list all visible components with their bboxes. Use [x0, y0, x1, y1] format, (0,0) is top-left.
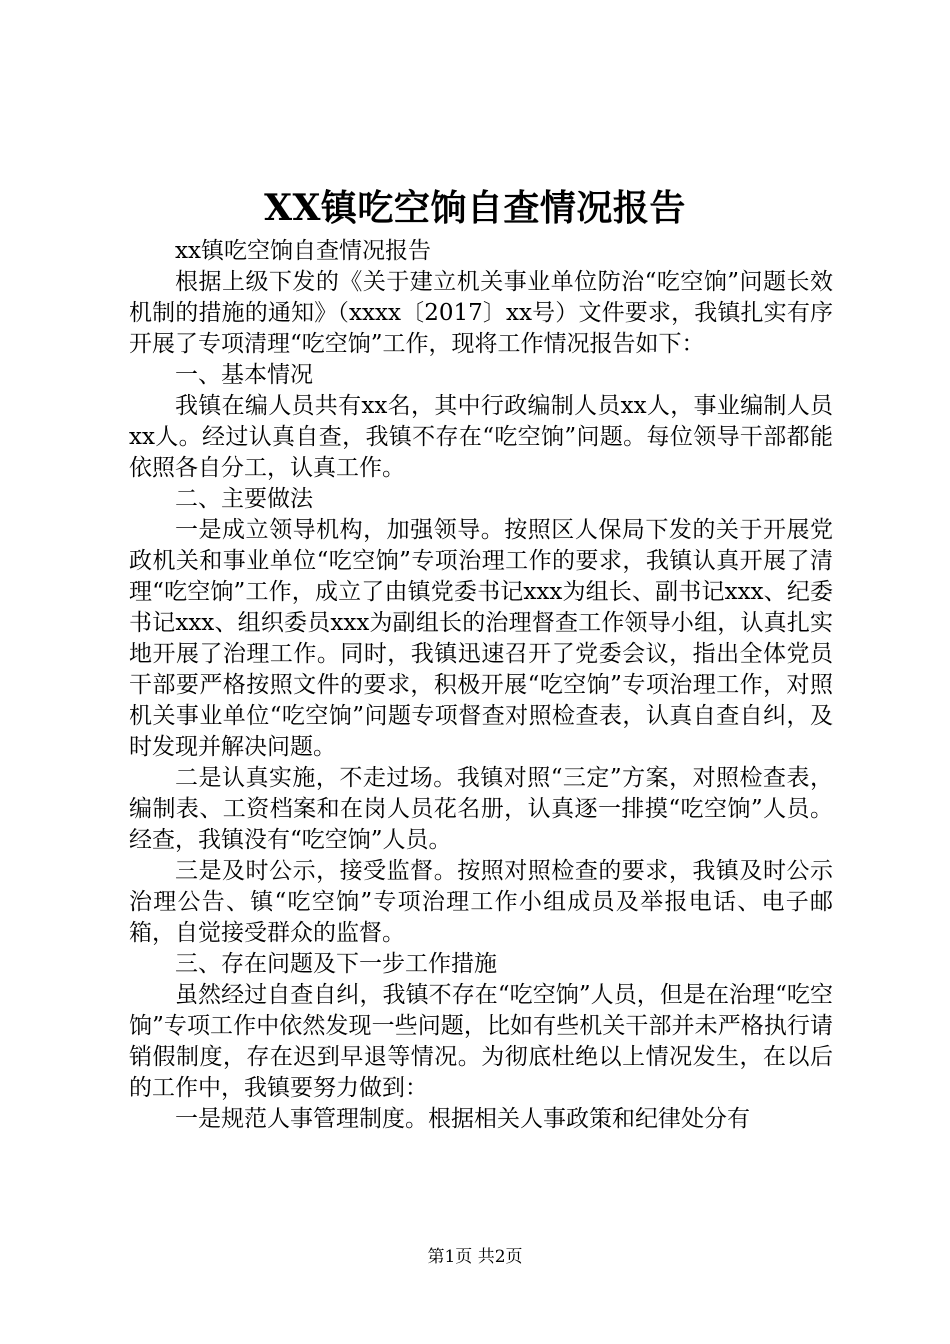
- paragraph-problems: 虽然经过自查自纠，我镇不存在“吃空饷”人员，但是在治理“吃空饷”专项工作中依然发现一些问题，比如有些机关干部并未严格执行请销假制度，存在迟到早退等情况。为彻底杜绝以上情况发生，在以后的工作中，我镇要努力做到：: [129, 982, 833, 1101]
- document-body: [129, 236, 833, 1135]
- paragraph-method-three: 三是及时公示，接受监督。按照对照检查的要求，我镇及时公示治理公告、镇“吃空饷”专项治理工作小组成员及举报电话、电子邮箱，自觉接受群众的监督。: [129, 858, 833, 946]
- paragraph-measure-one: 一是规范人事管理制度。根据相关人事政策和纪律处分有: [175, 1106, 750, 1132]
- document-title: XX镇吃空饷自查情况报告: [264, 187, 686, 229]
- heading-problems-next-steps: 三、存在问题及下一步工作措施: [175, 951, 497, 977]
- heading-basic-situation: 一、基本情况: [175, 362, 313, 388]
- paragraph-intro: 根据上级下发的《关于建立机关事业单位防治“吃空饷”问题长效机制的措施的通知》（xxxx〔2017〕xx号）文件要求，我镇扎实有序开展了专项清理“吃空饷”工作，现将工作情况报告如下：: [129, 269, 833, 357]
- paragraph-method-one: 一是成立领导机构，加强领导。按照区人保局下发的关于开展党政机关和事业单位“吃空饷”专项治理工作的要求，我镇认真开展了清理“吃空饷”工作，成立了由镇党委书记xxx为组长、副书记xxx、纪委书记xxx、组织委员xxx为副组长的治理督查工作领导小组，认真扎实地开展了治理工作。同时，我镇迅速召开了党委会议，指出全体党员干部要严格按照文件的要求，积极开展“吃空饷”专项治理工作，对照机关事业单位“吃空饷”问题专项督查对照检查表，认真自查自纠，及时发现并解决问题。: [129, 517, 833, 760]
- paragraph-method-two: 二是认真实施，不走过场。我镇对照“三定”方案，对照检查表，编制表、工资档案和在岗人员花名册，认真逐一排摸“吃空饷”人员。经查，我镇没有“吃空饷”人员。: [129, 765, 833, 853]
- heading-main-methods: 二、主要做法: [175, 486, 313, 512]
- paragraph-basic-situation: 我镇在编人员共有xx名，其中行政编制人员xx人，事业编制人员xx人。经过认真自查，我镇不存在“吃空饷”问题。每位领导干部都能依照各自分工，认真工作。: [129, 393, 833, 481]
- page-number-footer: 第1页 共2页: [427, 1247, 523, 1267]
- paragraph-subtitle: xx镇吃空饷自查情况报告: [175, 238, 431, 264]
